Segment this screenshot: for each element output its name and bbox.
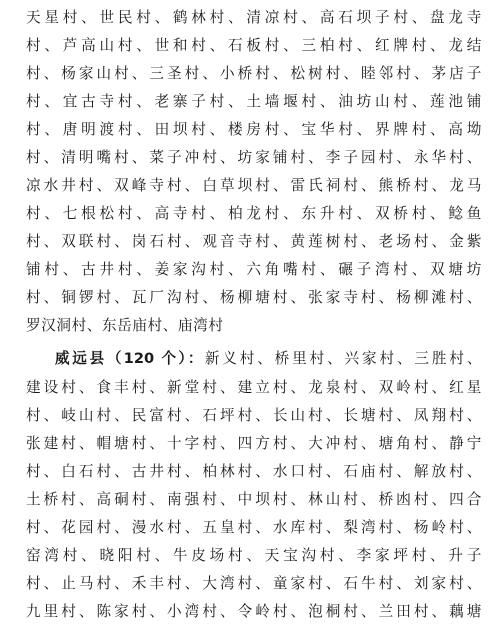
text-line: 土桥村、高硐村、南强村、中坝村、林山村、桥凼村、四合	[26, 491, 482, 508]
text-line: 铺村、古井村、姜家沟村、六角嘴村、碾子湾村、双塘坊	[26, 261, 482, 278]
text-line: 村、七根松村、高寺村、柏龙村、东升村、双桥村、鲶鱼	[26, 205, 482, 222]
county-heading-line	[26, 344, 482, 374]
text-line: 村、岐山村、民富村、石坪村、长山村、长塘村、凤翔村、	[26, 407, 482, 424]
text-line: 九里村、陈家村、小湾村、令岭村、泡桐村、兰田村、藕塘	[26, 603, 482, 620]
text-line-rest: 新义村、桥里村、兴家村、三胜村、	[204, 350, 483, 367]
text-line: 窑湾村、晓阳村、牛皮场村、天宝沟村、李家坪村、升子	[26, 547, 482, 564]
text-line: 村、铜锣村、瓦厂沟村、杨柳塘村、张家寺村、杨柳滩村、	[26, 289, 482, 306]
text-line: 村、清明嘴村、菜子冲村、坊家铺村、李子园村、永华村、	[26, 149, 482, 166]
village-list-paragraph	[26, 4, 482, 340]
text-line: 村、杨家山村、三圣村、小桥村、松树村、睦邻村、茅店子	[26, 65, 482, 82]
document-page	[26, 4, 482, 626]
text-line: 村、双联村、岗石村、观音寺村、黄莲树村、老场村、金紫	[26, 233, 482, 250]
weiyuan-county-paragraph	[26, 344, 482, 626]
text-line: 村、白石村、古井村、柏林村、水口村、石庙村、解放村、	[26, 463, 482, 480]
text-line: 建设村、食丰村、新堂村、建立村、龙泉村、双岭村、红星	[26, 379, 482, 396]
text-line: 村、芦高山村、世和村、石板村、三柏村、红牌村、龙结	[26, 37, 482, 54]
text-line: 村、唐明渡村、田坝村、楼房村、宝华村、界牌村、高坳	[26, 121, 482, 138]
county-name: 威远县	[55, 350, 107, 367]
text-line: 罗汉洞村、东岳庙村、庙湾村	[26, 317, 224, 334]
text-line: 村、宜古寺村、老寨子村、土墙堰村、油坊山村、莲池铺	[26, 93, 482, 110]
text-line: 张建村、帽塘村、十字村、四方村、大冲村、塘角村、静宁	[26, 435, 482, 452]
text-line: 天星村、世民村、鹤林村、清凉村、高石坝子村、盘龙寺	[26, 9, 482, 26]
village-count: （120 个）：	[106, 350, 205, 367]
text-line: 凉水井村、双峰寺村、白草坝村、雷氏祠村、熊桥村、龙马	[26, 177, 482, 194]
text-line: 村、花园村、漫水村、五皇村、水库村、梨湾村、杨岭村、	[26, 519, 482, 536]
text-line: 村、止马村、禾丰村、大湾村、童家村、石牛村、刘家村、	[26, 575, 482, 592]
